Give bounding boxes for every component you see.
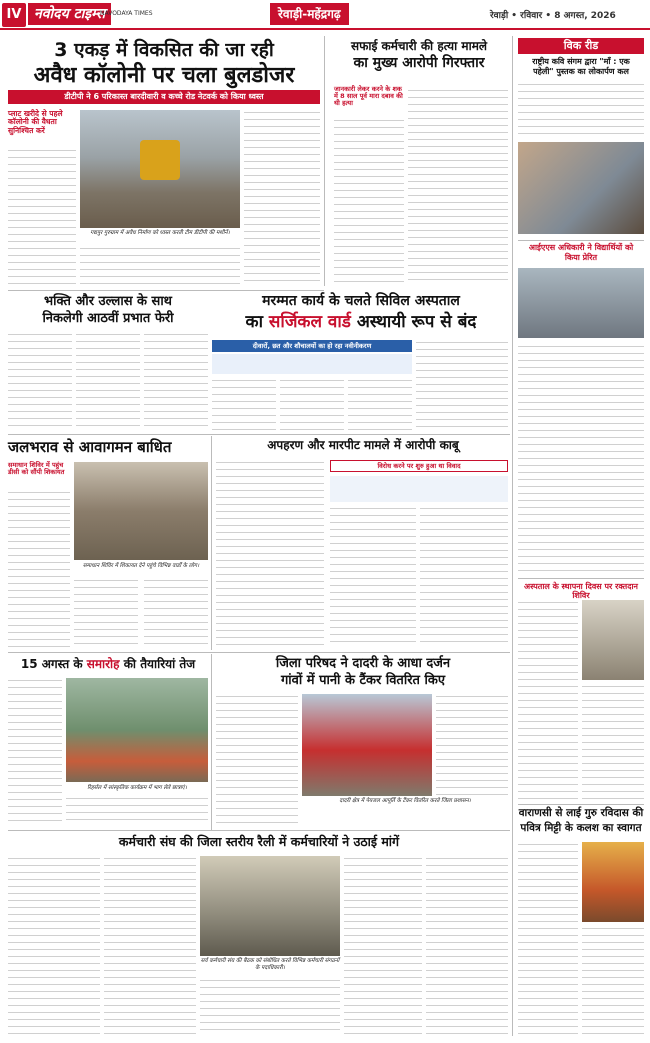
story6-body-col1 (216, 460, 324, 648)
story9-caption: सर्व कर्मचारी संघ की बैठक को संबोधित करते विभिन्न कर्मचारी संगठनों के पदाधिकारी। (200, 958, 340, 971)
story4-headline-line2 (212, 313, 510, 332)
story3-body-col1 (8, 332, 72, 430)
sidebar-story-d-photo (582, 842, 644, 922)
story1-photo (80, 110, 240, 228)
sidebar-story-a-line1: राष्ट्रीय कवि संगम द्वारा "माँ : एक (532, 57, 630, 66)
story5-body-col1 (8, 490, 70, 648)
sidebar-story-a-line2: पहेली" पुस्तक का लोकार्पण कल (533, 67, 629, 76)
story4-body-col1 (212, 378, 276, 430)
sidebar-story-b-body (518, 344, 644, 574)
sidebar-story-c-line1: अस्पताल के स्थापना दिवस पर रक्तदान शिविर (524, 582, 638, 600)
story9-headline: कर्मचारी संघ की जिला स्तरीय रैली में कर्मचारियों ने उठाई मांगें (118, 834, 400, 849)
sidebar-story-c-body-col2 (582, 684, 644, 800)
sidebar-story-b-line1: आईएएस अधिकारी ने विद्यार्थियों को (528, 243, 634, 252)
story7-headline-a: 15 अगस्त के (20, 657, 83, 671)
story7-headline (8, 658, 208, 671)
sidebar-label: विक रीड (518, 38, 644, 54)
story4-headline-line1: मरम्मत कार्य के चलते सिविल अस्पताल (262, 293, 460, 309)
story4-headline-b: सर्जिकल वार्ड (268, 312, 351, 332)
story4-strap: दीवारों, छत और शौचालयों का हो रहा नवीनीकरण (212, 340, 412, 352)
story7-headline-b: समारोह (86, 657, 120, 671)
story5-body-col2 (74, 578, 138, 648)
story9-body-col5 (426, 856, 508, 1036)
story1-body-col2 (80, 246, 240, 286)
story1-headline-line1: 3 एकड़ में विकसित की जा रही (54, 39, 274, 61)
story4-body-col2 (280, 378, 344, 430)
story7-body-col2 (66, 796, 208, 826)
sidebar-story-a-photo (518, 142, 644, 234)
story4-intro (212, 354, 412, 374)
sidebar-story-b-photo (518, 268, 644, 338)
story1-bullet: प्लाट खरीदे से पहले कॉलोनी की वैधता सुनिश्चित करें (8, 109, 63, 135)
story4-body-col4 (416, 340, 508, 430)
story8-headline-line1: जिला परिषद ने दादरी के आधा दर्जन (275, 656, 451, 671)
story3-headline-line1: भक्ति और उल्लास के साथ (43, 294, 172, 309)
story2-body-col2 (408, 88, 508, 286)
story3-body-col2 (76, 332, 140, 430)
story1-body-col3 (244, 110, 320, 286)
story3-body-col3 (144, 332, 208, 430)
story8-caption: दादरी क्षेत्र में पेयजल आपूर्ति के टैंकर वितरित करते जिला प्रशासन। (339, 798, 471, 804)
story1-body-col1 (8, 148, 76, 286)
story6-intro (330, 476, 508, 502)
story5-caption: समाधान शिविर में शिकायत देने पहुंचे विभिन्न वार्डों के लोग। (82, 563, 200, 569)
sidebar-story-a-body (518, 82, 644, 138)
story4-body-col3 (348, 378, 412, 430)
story2-headline-line2: का मुख्य आरोपी गिरफ्तार (353, 55, 485, 71)
sidebar-story-d-body-col1 (518, 842, 578, 1036)
story3-headline-line2: निकलेगी आठवीं प्रभात फेरी (42, 311, 174, 326)
story7-headline-c: की तैयारियां तेज (123, 657, 196, 671)
story6-strap: विरोध करने पर शुरु हुआ था विवाद (330, 460, 508, 472)
sidebar-story-d-line1: वाराणसी से लाई गुरु रविदास की (518, 807, 644, 819)
story4-headline-a: का (245, 312, 263, 332)
brand-logo: नवोदय टाइम्स (28, 3, 111, 25)
story2-subhead: जानकारी लेकर करने के शक में 8 साल पूर्व मारा दबाव की थी हत्या (334, 85, 403, 108)
story9-body-col1 (8, 856, 100, 1036)
story6-body-col3 (420, 506, 508, 648)
masthead-title: रेवाड़ी-महेंद्रगढ़ (270, 3, 349, 25)
story8-photo (302, 694, 432, 796)
sidebar-story-c-body-col1 (518, 600, 578, 800)
sidebar-story-d-body-col2 (582, 926, 644, 1036)
story9-body-col2 (104, 856, 196, 1036)
story7-caption: रिहर्सल में सांस्कृतिक कार्यक्रम में भाग लेते छात्राएं। (87, 785, 187, 791)
page-number: IV (2, 3, 26, 27)
bulldozer-icon (140, 140, 180, 180)
story5-photo (74, 462, 208, 560)
story8-body-col2 (436, 694, 508, 796)
story2-body-col1 (334, 118, 404, 286)
story1-caption: गद्यपुर गुरुग्राम में अवैध निर्माण को ध्वस्त करती टीम डीटीपी की मशीनें। (90, 230, 230, 236)
sidebar-story-d-line2: पवित्र मिट्टी के कलश का स्वागत (520, 822, 642, 834)
story4-headline-c: अस्थायी रूप से बंद (356, 312, 477, 332)
sidebar-story-c-photo (582, 600, 644, 680)
issue-date: रेवाड़ी • रविवार • 8 अगस्त, 2026 (490, 11, 616, 21)
story5-bullet: समाधान शिविर में पहुंच डीसी को सौंपी शिकायत (8, 461, 65, 477)
story1-headline-line2: अवैध कॉलोनी पर चला बुलडोजर (33, 63, 295, 88)
story8-body-col1 (216, 694, 298, 826)
story5-body-col3 (144, 578, 208, 648)
story6-body-col2 (330, 506, 416, 648)
story8-headline-line2: गांवों में पानी के टैंकर वितरित किए (280, 673, 446, 688)
story1-subhead: डीटीपी ने 6 परिकास्त बारदीवारी व कच्चे रोड नेटवर्क को किया ध्वस्त (8, 90, 320, 104)
story2-headline-line1: सफाई कर्मचारी की हत्या मामले (350, 39, 488, 53)
story9-body-col3 (200, 978, 340, 1036)
story9-photo (200, 856, 340, 956)
story9-body-col4 (344, 856, 422, 1036)
brand-small: NAVODAYA TIMES (100, 10, 153, 17)
sidebar-story-b-line2: किया प्रेरित (564, 253, 598, 262)
story7-photo (66, 678, 208, 782)
story7-body-col1 (8, 678, 62, 826)
story5-headline: जलभराव से आवागमन बाधित (8, 438, 172, 456)
story6-headline: अपहरण और मारपीट मामले में आरोपी काबू (267, 438, 459, 452)
